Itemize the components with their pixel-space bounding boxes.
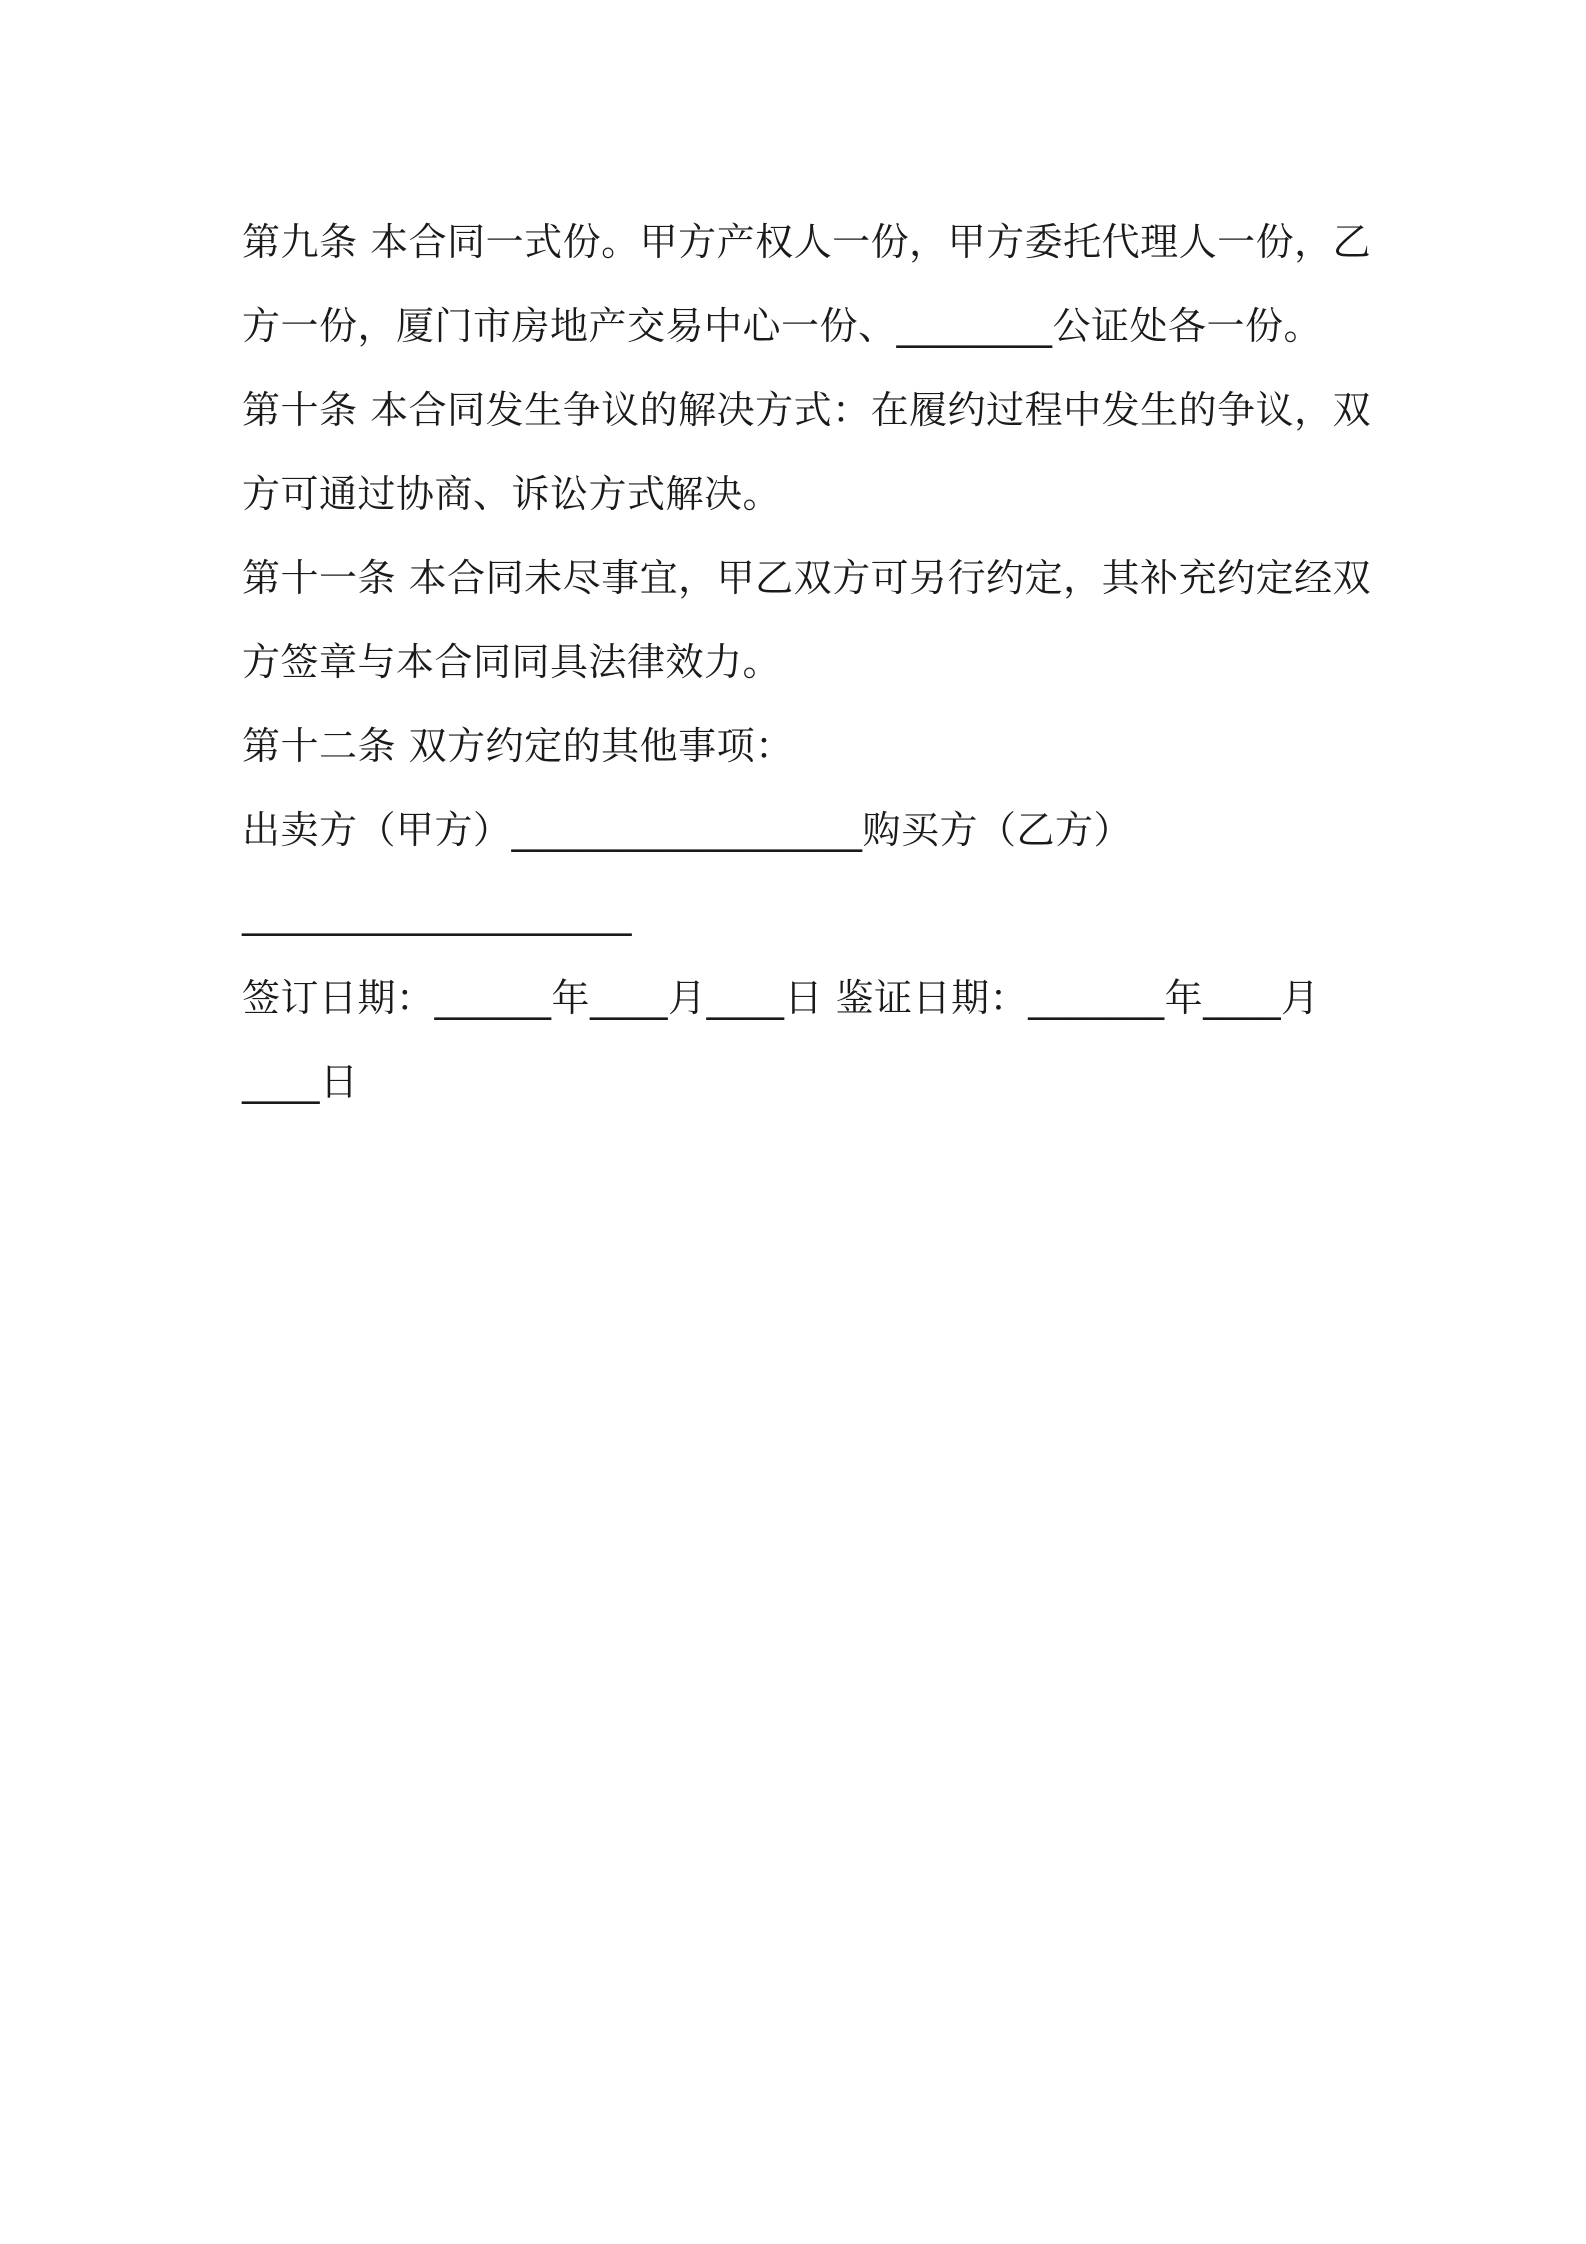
sign-date-line: 签订日期：______年____月____日 鉴证日期：_______年____月: [242, 976, 1320, 1020]
article-11-line-2: 方签章与本合同同具法律效力。: [242, 640, 782, 684]
article-12-line: 第十二条 双方约定的其他事项：: [242, 724, 794, 768]
article-9-line-2: 方一份，厦门市房地产交易中心一份、________公证处各一份。: [242, 304, 1323, 348]
signatory-parties-line: 出卖方（甲方）__________________购买方（乙方）: [242, 808, 1133, 852]
document-page: [242, 200, 1372, 1124]
article-10-line-1: 第十条 本合同发生争议的解决方式：在履约过程中发生的争议，双: [242, 388, 1372, 432]
buyer-signature-blank: ____________________: [242, 892, 632, 936]
article-9-line-1: 第九条 本合同一式份。甲方产权人一份，甲方委托代理人一份，乙: [242, 220, 1372, 264]
article-11-line-1: 第十一条 本合同未尽事宜，甲乙双方可另行约定，其补充约定经双: [242, 556, 1372, 600]
article-10-line-2: 方可通过协商、诉讼方式解决。: [242, 472, 782, 516]
verify-date-day-line: ____日: [242, 1060, 359, 1104]
